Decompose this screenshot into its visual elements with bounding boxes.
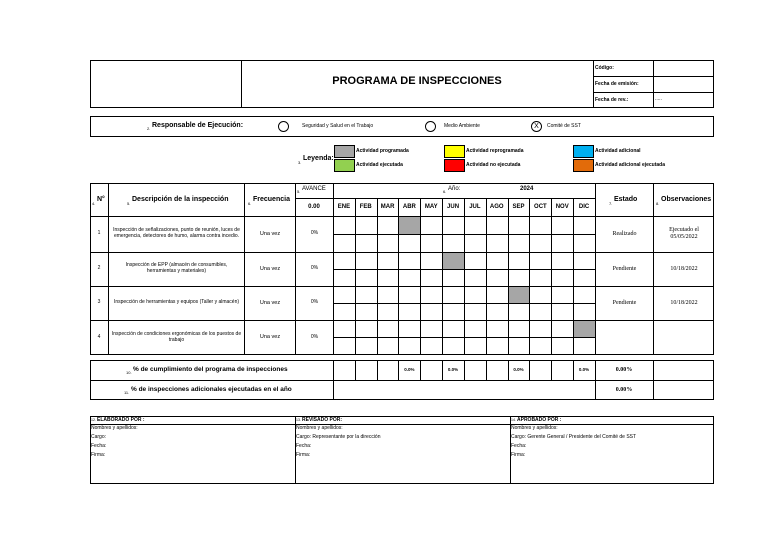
programmed-cell[interactable] [443,253,464,269]
col-obs: Observaciones [661,196,712,203]
row-avance: 0% [310,265,319,272]
row-description: Inspección de EPP (almacén de consumibles, herramientas y materiales) [125,262,228,274]
signature-idx: 14. [511,418,516,422]
month-header-jul: JUL [469,204,481,210]
codigo-label: Código: [595,65,614,71]
swatch-reprogramada [444,145,465,158]
signatures-box [90,416,714,484]
signature-cargo: Cargo: Representante por la dirección [296,434,381,440]
col-estado-idx: 7. [609,201,613,206]
leyenda-num: 3. [298,160,302,165]
row-avance: 0% [310,299,319,306]
row-description: Inspección de señalizaciones, punto de reunión, luces de emergencia, detectores de humo, alarma contra incedio. [113,227,240,239]
row-number: 3 [97,299,101,306]
month-header-sep: SEP [512,204,525,210]
month-header-ene: ENE [337,204,351,210]
swatch-no-ejecutada [444,159,465,172]
radio-comite-sst[interactable]: X [531,121,542,132]
signature-title: ELABORADO POR : [97,417,145,423]
programmed-cell[interactable] [574,321,595,337]
signature-cargo: Cargo: Gerente General / Presidente del Comité de SST [511,434,637,440]
signature-title: REVISADO POR: [302,417,343,423]
responsable-num: 2. [147,126,151,131]
summary-month-value: 0.0% [447,367,459,372]
rev-label: Fecha de rev.: [595,97,629,103]
cumplimiento-total: 0.00% [615,367,633,373]
month-header-may: MAY [424,204,438,210]
responsable-label: Responsable de Ejecución: [152,122,244,129]
row-frequency: Una vez [259,265,281,272]
col-desc: Descripción de la inspección [132,196,229,203]
swatch-adicional [573,145,594,158]
col-obs-idx: 8. [656,201,660,206]
summary-month-value: 0.0% [513,367,524,372]
radio-medio-ambiente-label: Medio Ambiente [444,123,480,129]
emision-label: Fecha de emisión: [595,81,639,87]
row-frequency: Una vez [259,299,281,306]
month-header-dic: DIC [578,204,590,210]
radio-sst[interactable] [278,121,289,132]
cumplimiento-idx: 10. [126,370,132,375]
row-description: Inspección de herramientas y equipos (Taller y almacén) [113,299,240,306]
month-header-abr: ABR [402,204,416,210]
signature-fecha: Fecha: [511,443,527,449]
col-num-idx: 4. [92,201,96,206]
signature-fecha: Fecha: [296,443,312,449]
programmed-cell[interactable] [399,217,420,234]
row-estado: Pendiente [612,299,637,306]
row-observaciones [654,320,714,355]
col-desc-idx: 5. [127,201,131,206]
row-observaciones: Ejecutado el 05/05/2022 [669,227,699,240]
month-header-nov: NOV [555,204,569,210]
row-avance: 0% [310,333,319,340]
legend-no-ejecutada: Actividad no ejecutada [466,162,521,168]
row-estado: Pendiente [612,265,637,272]
signature-firma: Firma: [511,452,526,458]
swatch-ejecutada [334,159,355,172]
row-estado [596,320,653,355]
month-header-feb: FEB [359,204,372,210]
signature-idx: 12. [91,418,96,422]
month-header-oct: OCT [534,204,547,210]
signature-firma: Firma: [91,452,106,458]
legend-adicional: Actividad adicional [595,148,641,154]
signature-firma: Firma: [296,452,311,458]
signature-nombres: Nombres y apellidos: [511,425,558,431]
month-header-mar: MAR [380,204,395,210]
row-frequency: Una vez [259,230,281,237]
col-avance: AVANCE [302,186,326,192]
row-number: 4 [97,333,101,340]
legend-ejecutada: Actividad ejecutada [356,162,403,168]
month-header-ago: AGO [489,204,504,210]
swatch-adicional-ejecutada [573,159,594,172]
col-anio: Año: [448,186,461,192]
anio-value: 2024 [520,186,534,192]
rev-value: ..... [655,96,662,102]
legend-adicional-ejecutada: Actividad adicional ejecutada [595,162,666,168]
signature-nombres: Nombres y apellidos: [91,425,138,431]
cumplimiento-label: % de cumplimiento del programa de inspecciones [133,366,288,373]
radio-comite-sst-label: Comité de SST [547,123,581,129]
row-frequency: Una vez [259,334,281,341]
signature-title: APROBADO POR : [517,417,562,423]
signature-cargo: Cargo: [91,434,107,440]
signature-nombres: Nombres y apellidos: [296,425,343,431]
legend-reprogramada: Actividad reprogramada [466,148,524,154]
col-freq: Frecuencia [253,196,290,203]
col-estado: Estado [614,196,638,203]
row-description: Inspección de condiciones ergonómicas de los puestos de trabajo [111,330,242,343]
swatch-programada [334,145,355,158]
summary-month-value: 0.0% [404,367,415,372]
row-number: 2 [97,265,101,272]
row-number: 1 [97,230,101,237]
col-freq-idx: 6. [248,201,252,206]
month-header-jun: JUN [447,204,460,210]
leyenda-label: Leyenda: [303,155,334,162]
avance-total: 0.00 [308,204,320,210]
page-title: PROGRAMA DE INSPECCIONES [332,75,502,87]
col-num: N° [97,196,105,203]
programmed-cell[interactable] [509,287,530,303]
row-observaciones: 10/18/2022 [670,299,698,306]
adicionales-label: % de inspecciones adicionales ejecutadas en el año [131,386,292,393]
legend-programada: Actividad programada [356,148,409,154]
signature-idx: 13. [296,418,301,422]
col-avance-idx: 5. [297,189,301,194]
adicionales-total: 0.00% [615,387,633,393]
signature-fecha: Fecha: [91,443,107,449]
adicionales-idx: 11. [124,390,130,395]
radio-medio-ambiente[interactable] [425,121,436,132]
col-anio-idx: 6. [443,189,447,194]
radio-sst-label: Seguridad y Salud en el Trabajo [302,123,374,129]
row-estado: Realizado [612,230,637,237]
row-avance: 0% [310,230,319,237]
summary-month-value: 0.0% [578,367,590,372]
row-observaciones: 10/18/2022 [670,265,698,272]
